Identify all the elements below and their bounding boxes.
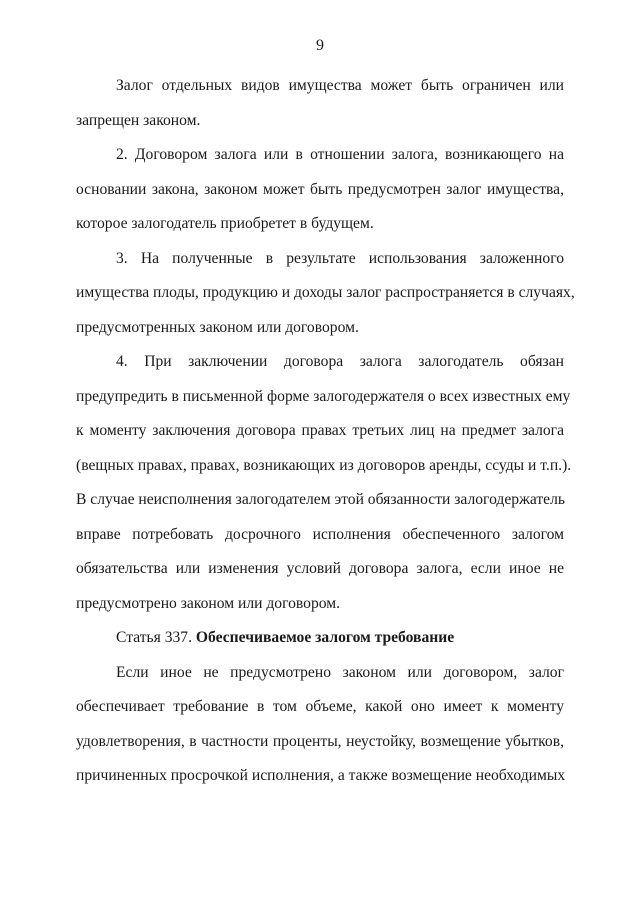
text-line: причиненных просрочкой исполнения, а также возмещение необходимых [76,767,566,784]
text-line: Если иное не предусмотрено законом или договором, залог [116,664,564,681]
article-number: Статья 337. [116,629,193,646]
text-line: (вещных правах, правах, возникающих из договоров аренды, ссуды и т.п.). [76,457,572,474]
text-line: В случае неисполнения залогодателем этой обязанности залогодержатель [76,491,565,508]
text-line: 4. При заключении договора залога залогодатель обязан [116,353,564,370]
text-line: 2. Договором залога или в отношении залога, возникающего на [116,146,564,163]
text-line: предусмотрено законом или договором. [76,595,341,612]
text-line: предупредить в письменной форме залогодержателя о всех известных ему [76,388,571,405]
article-heading [116,628,564,648]
text-line: удовлетворения, в частности проценты, неустойку, возмещение убытков, [76,733,564,750]
text-line: к моменту заключения договора правах третьих лиц на предмет залога [76,422,564,439]
text-line: Залог отдельных видов имущества может быть ограничен или [116,77,564,94]
text-line: обеспечивает требование в том объеме, какой оно имеет к моменту [76,698,564,715]
page-number: 9 [316,37,324,54]
text-line: имущества плоды, продукцию и доходы залог распространяется в случаях, [76,284,575,301]
text-line: запрещен законом. [76,112,201,129]
text-line: основании закона, законом может быть предусмотрен залог имущества, [76,181,564,198]
text-line: вправе потребовать досрочного исполнения обеспеченного залогом [76,526,564,543]
text-line: 3. На полученные в результате использования заложенного [116,250,564,267]
text-line: предусмотренных законом или договором. [76,319,359,336]
text-line: обязательства или изменения условий договора залога, если иное не [76,560,564,577]
text-line: которое залогодатель приобретет в будущем. [76,215,374,232]
article-title: Обеспечиваемое залогом требование [195,629,455,646]
